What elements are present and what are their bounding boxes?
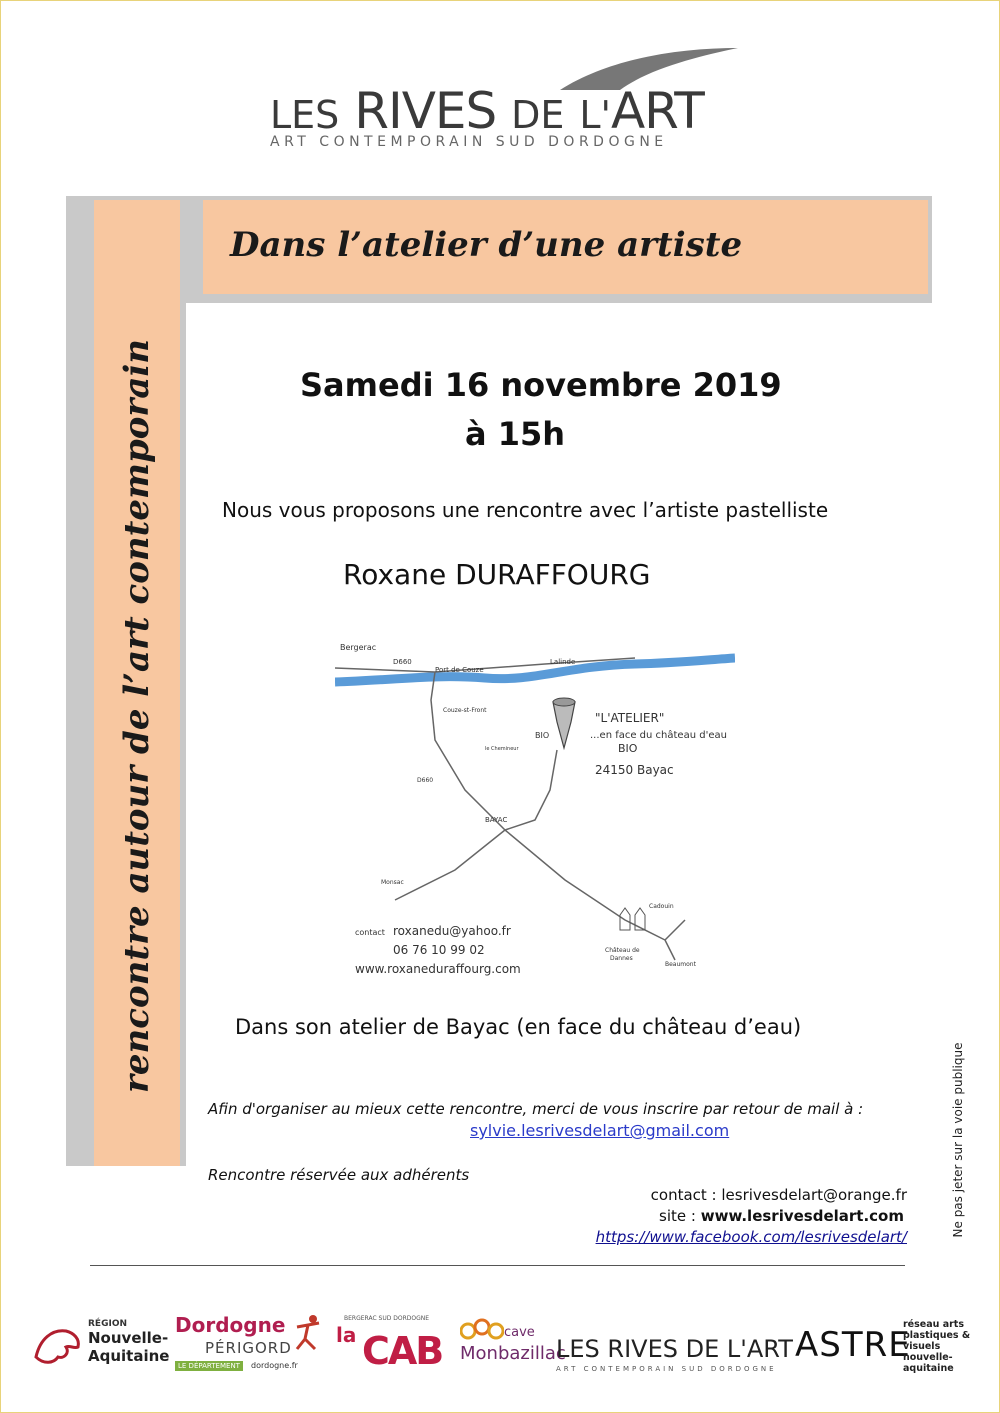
map-label-d660-left: D660: [417, 777, 434, 784]
map-label-bergerac: Bergerac: [340, 643, 377, 652]
event-place: Dans son atelier de Bayac (en face du château d’eau): [235, 1015, 802, 1039]
logo-de: DE: [511, 93, 565, 137]
facebook-link[interactable]: https://www.facebook.com/lesrivesdelart/: [595, 1228, 907, 1246]
sponsor-logos: [20, 1305, 980, 1395]
monb-line2: Monbazillac: [460, 1343, 566, 1364]
road-ends: [665, 920, 685, 960]
les-rives-de-lart-logo: [260, 38, 740, 158]
map-contact-email: roxanedu@yahoo.fr: [393, 924, 511, 938]
map-label-beaumont: Beaumont: [665, 961, 696, 968]
dord-badge: LE DÉPARTEMENT: [175, 1361, 243, 1371]
logo-tagline: ART CONTEMPORAIN SUD DORDOGNE: [270, 134, 668, 150]
dordogne-perigord-logo: [175, 1313, 325, 1377]
logo-les: LES: [270, 93, 340, 137]
reserved-text: Rencontre réservée aux adhérents: [208, 1166, 470, 1184]
inscription-email-link[interactable]: sylvie.lesrivesdelart@gmail.com: [470, 1121, 730, 1140]
astre-name: ASTRE: [795, 1325, 911, 1365]
logo-name: [270, 82, 704, 140]
dord-line1: Dordogne: [175, 1313, 286, 1337]
astre-logo: [795, 1315, 985, 1377]
rings-icon: [460, 1317, 504, 1343]
logo-art: ART: [610, 82, 704, 140]
footer-rule: [90, 1265, 905, 1266]
road-to-atelier: [505, 750, 557, 830]
cab-la: la: [336, 1323, 357, 1347]
na-region: RÉGION: [88, 1319, 127, 1329]
site-label: site :: [659, 1207, 696, 1225]
astre-desc: réseau arts plastiques & visuels nouvelle-aquitaine: [903, 1319, 971, 1374]
map-label-lalinde: Lalinde: [550, 658, 576, 666]
rda-name: LES RIVES DE L'ART: [556, 1335, 793, 1363]
na-line1: Nouvelle-: [88, 1329, 169, 1347]
event-time: à 15h: [465, 415, 566, 453]
map-label-port-de-couze: Port de Couze: [435, 666, 484, 674]
inscription-text: Afin d'organiser au mieux cette rencontre, merci de vous inscrire par retour de mail à :: [208, 1100, 864, 1118]
monb-line1: cave: [504, 1325, 535, 1340]
map-atelier-line2: BIO: [618, 742, 638, 755]
cave-monbazillac-logo: [460, 1315, 566, 1377]
dancer-icon: [293, 1313, 323, 1353]
event-intro: Nous vous proposons une rencontre avec l’artiste pastelliste: [222, 498, 829, 522]
map-label-chateau: Château de: [605, 947, 640, 954]
map-label-cadouin: Cadouin: [649, 903, 674, 910]
cab-name: CAB: [362, 1329, 443, 1373]
lion-icon: [30, 1319, 86, 1369]
map-contact-label: contact: [355, 928, 385, 937]
water-tower-icon: [553, 702, 575, 748]
les-rives-de-lart-small-logo: [556, 1315, 793, 1377]
map-atelier-title: "L'ATELIER": [595, 711, 665, 725]
dord-url: dordogne.fr: [251, 1361, 298, 1370]
map-atelier-line1: ...en face du château d'eau: [590, 730, 727, 741]
cab-top: BERGERAC SUD DORDOGNE: [344, 1315, 430, 1322]
na-line2: Aquitaine: [88, 1347, 170, 1365]
la-cab-logo: [332, 1315, 442, 1377]
side-note: Ne pas jeter sur la voie publique: [951, 1042, 965, 1238]
map-label-bio: BIO: [535, 731, 550, 740]
artist-name: Roxane DURAFFOURG: [343, 558, 651, 591]
contact-email: contact : lesrivesdelart@orange.fr: [650, 1186, 907, 1204]
map-contact-phone: 06 76 10 99 02: [393, 943, 485, 957]
road-to-cadouin: [505, 830, 665, 940]
map-atelier-line3: 24150 Bayac: [595, 763, 674, 777]
water-tower-top: [553, 698, 575, 706]
logo-rives: RIVES: [354, 82, 497, 140]
rda-tagline: ART CONTEMPORAIN SUD DORDOGNE: [556, 1365, 777, 1373]
map-label-chateau-2: Dannes: [610, 955, 633, 962]
vertical-title: rencontre autour de l’art contemporain: [117, 339, 157, 1093]
banner-title: Dans l’atelier d’une artiste: [230, 225, 743, 265]
map-label-le-chemineur: le Chemineur: [485, 746, 519, 752]
map-label-couze: Couze-st-Front: [443, 707, 487, 714]
map-label-monsac: Monsac: [381, 879, 404, 886]
logo-l: L': [579, 93, 611, 137]
map-contact-web: www.roxaneduraffourg.com: [355, 962, 521, 976]
dord-line2: PÉRIGORD: [205, 1339, 292, 1357]
access-map: [335, 630, 735, 980]
map-label-d660-top: D660: [393, 658, 412, 666]
event-date: Samedi 16 novembre 2019: [300, 366, 782, 404]
road-to-monsac: [395, 830, 505, 900]
site-line: [659, 1207, 904, 1225]
nouvelle-aquitaine-logo: [30, 1315, 170, 1375]
site-url[interactable]: www.lesrivesdelart.com: [700, 1207, 904, 1225]
map-label-bayac: BAYAC: [485, 816, 508, 824]
